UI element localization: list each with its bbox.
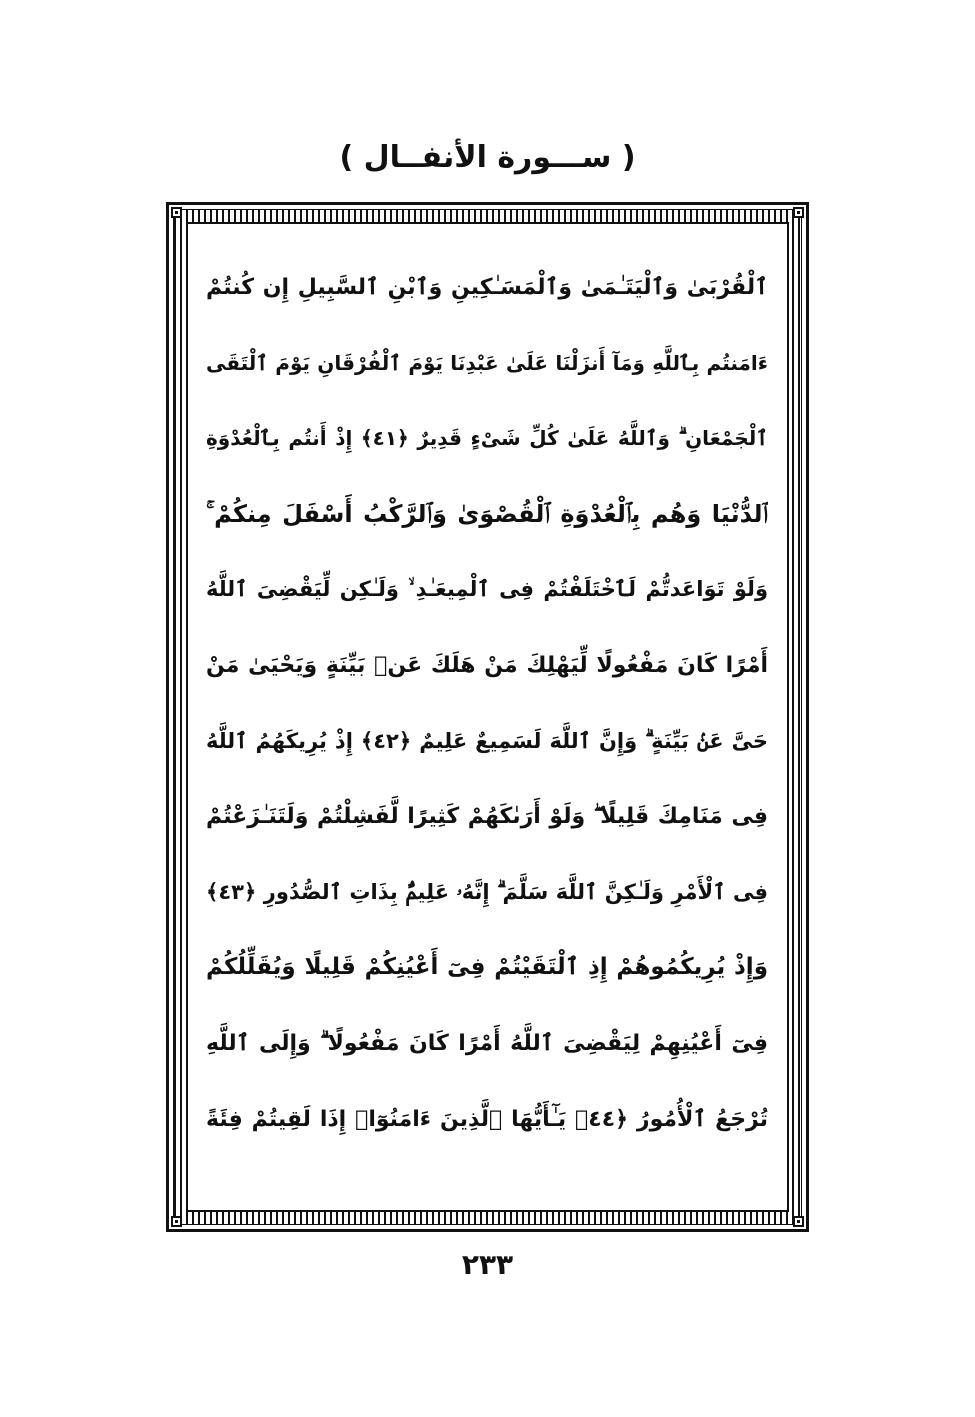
verse-line: ءَامَنتُم بِٱللَّهِ وَمَآ أَنزَلْنَا عَلَىٰ عَبْدِنَا يَوْمَ ٱلْفُرْقَانِ يَوْمَ ٱلْتَقَى: [206, 350, 768, 375]
verse-line: وَإِذْ يُرِيكُمُوهُمْ إِذِ ٱلْتَقَيْتُمْ فِىٓ أَعْيُنِكُمْ قَلِيلًا وَيُقَلِّلُكُمْ: [206, 954, 768, 981]
verse-line: فِى مَنَامِكَ قَلِيلًا ۖ وَلَوْ أَرَىٰكَهُمْ كَثِيرًا لَّفَشِلْتُمْ وَلَتَنَـٰزَعْتُمْ: [206, 804, 768, 830]
verse-line: فِى ٱلْأَمْرِ وَلَـٰكِنَّ ٱللَّهَ سَلَّمَ ۗ إِنَّهُۥ عَلِيمٌۢ بِذَاتِ ٱلصُّدُورِ ﴿٤٣﴾: [206, 879, 768, 904]
verse-line: ٱلدُّنْيَا وَهُم بِٱلْعُدْوَةِ ٱلْقُصْوَىٰ وَٱلرَّكْبُ أَسْفَلَ مِنكُمْ ۚ: [206, 499, 768, 528]
verse-line: حَىَّ عَنۢ بَيِّنَةٍ ۗ وَإِنَّ ٱللَّهَ لَسَمِيعٌ عَلِيمٌ ﴿٤٢﴾ إِذْ يُرِيكَهُمُ ٱللَّهُ: [206, 728, 768, 753]
frame-corner-top-right: [793, 207, 804, 218]
verse-line: ٱلْقُرْبَىٰ وَٱلْيَتَـٰمَىٰ وَٱلْمَسَـٰكِينِ وَٱبْنِ ٱلسَّبِيلِ إِن كُنتُمْ: [206, 275, 768, 300]
frame-corner-bottom-right: [793, 1216, 804, 1227]
frame-corner-top-left: [171, 207, 182, 218]
verse-text-block: [206, 250, 768, 1157]
frame-corner-bottom-left: [171, 1216, 182, 1227]
verse-line: أَمْرًا كَانَ مَفْعُولًا لِّيَهْلِكَ مَنْ هَلَكَ عَنۢ بَيِّنَةٍ وَيَحْيَىٰ مَنْ: [206, 652, 768, 678]
verse-line: ٱلْجَمْعَانِ ۗ وَٱللَّهُ عَلَىٰ كُلِّ شَىْءٍ قَدِيرٌ ﴿٤١﴾ إِذْ أَنتُم بِٱلْعُدْوَةِ: [206, 426, 768, 451]
verse-line: تُرْجَعُ ٱلْأُمُورُ ﴿٤٤﴾ يَـٰٓأَيُّهَا ٱلَّذِينَ ءَامَنُوٓا۟ إِذَا لَقِيتُمْ فِئَةً: [206, 1106, 768, 1132]
verse-line: فِىٓ أَعْيُنِهِمْ لِيَقْضِىَ ٱللَّهُ أَمْرًا كَانَ مَفْعُولًا ۗ وَإِلَى ٱللَّهِ: [206, 1030, 768, 1056]
verse-line: وَلَوْ تَوَاعَدتُّمْ لَٱخْتَلَفْتُمْ فِى ٱلْمِيعَـٰدِ ۙ وَلَـٰكِن لِّيَقْضِىَ ٱللَّهُ: [206, 577, 768, 602]
page-number: ٢٣٣: [461, 1248, 514, 1281]
surah-title: ( ســـورة الأنفــال ): [339, 140, 636, 175]
